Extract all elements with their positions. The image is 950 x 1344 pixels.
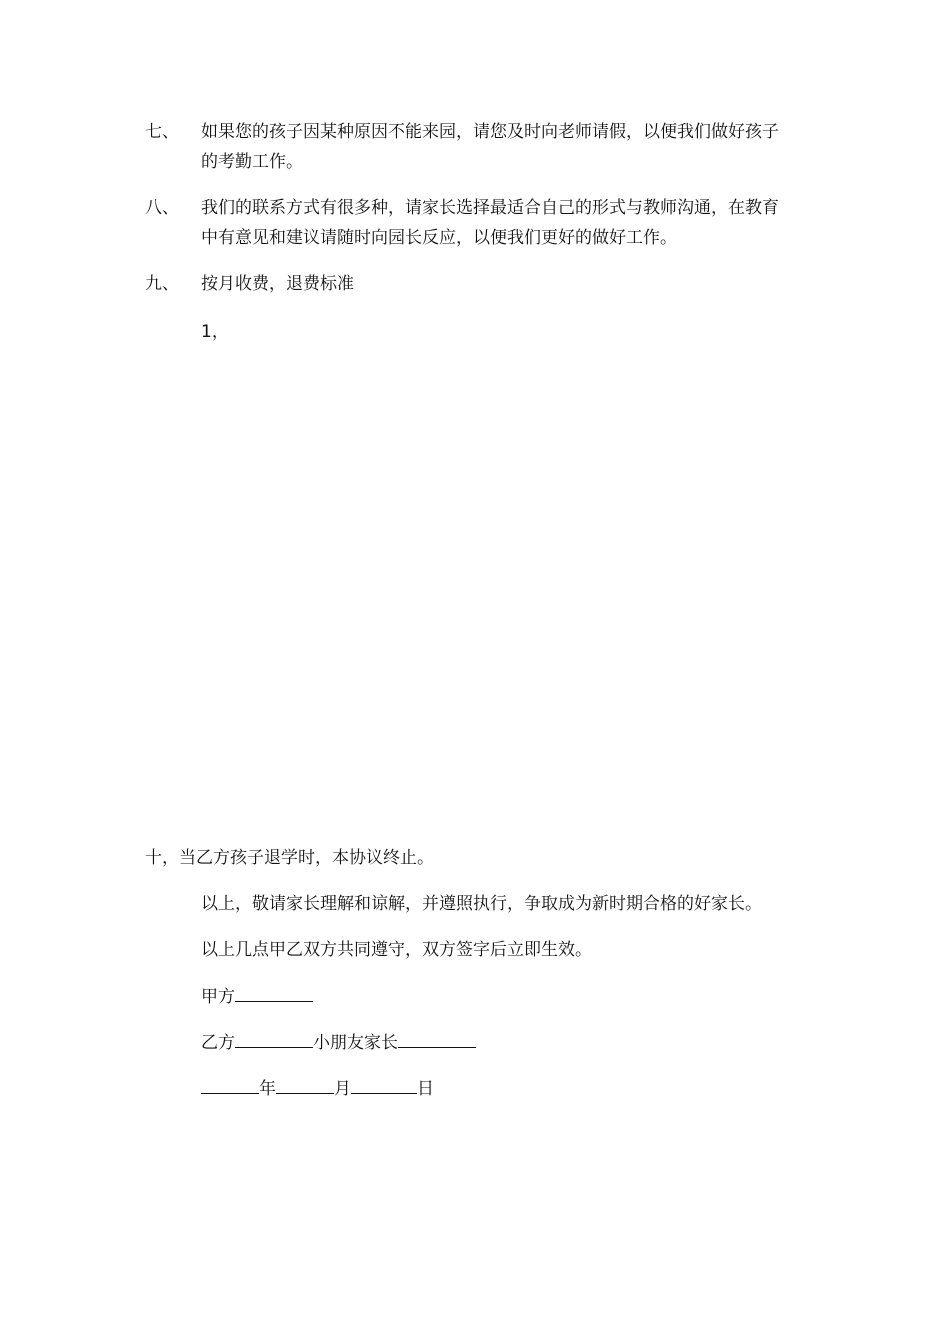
date-line bbox=[201, 1077, 434, 1101]
party-b-label: 乙方 bbox=[201, 1033, 235, 1053]
item-7-number: 七、 bbox=[145, 122, 179, 142]
day-blank[interactable] bbox=[351, 1077, 417, 1094]
parent-blank[interactable] bbox=[398, 1031, 476, 1048]
closing-paragraph-1: 以上，敬请家长理解和谅解，并遵照执行，争取成为新时期合格的好家长。 bbox=[201, 894, 762, 914]
year-blank[interactable] bbox=[201, 1077, 259, 1094]
party-a-blank[interactable] bbox=[235, 985, 313, 1002]
party-b-blank[interactable] bbox=[235, 1031, 313, 1048]
day-label: 日 bbox=[417, 1079, 434, 1099]
party-a-label: 甲方 bbox=[201, 987, 235, 1007]
sub-item-1: 1， bbox=[201, 322, 229, 342]
year-label: 年 bbox=[259, 1079, 276, 1099]
item-8-number: 八、 bbox=[145, 198, 179, 218]
parent-label: 小朋友家长 bbox=[313, 1033, 398, 1053]
item-9-text: 按月收费，退费标准 bbox=[201, 274, 354, 294]
party-a-signature-line bbox=[201, 985, 313, 1009]
item-8-text-line-2: 中有意见和建议请随时向园长反应，以便我们更好的做好工作。 bbox=[201, 228, 677, 248]
item-10-text: 十，当乙方孩子退学时，本协议终止。 bbox=[145, 848, 434, 868]
item-7-text-line-2: 的考勤工作。 bbox=[201, 152, 303, 172]
item-7-text-line-1: 如果您的孩子因某种原因不能来园，请您及时向老师请假，以便我们做好孩子 bbox=[201, 122, 779, 142]
item-8-text-line-1: 我们的联系方式有很多种，请家长选择最适合自己的形式与教师沟通，在教育 bbox=[201, 198, 779, 218]
closing-paragraph-2: 以上几点甲乙双方共同遵守，双方签字后立即生效。 bbox=[201, 940, 592, 960]
item-9-number: 九、 bbox=[145, 274, 179, 294]
month-label: 月 bbox=[334, 1079, 351, 1099]
month-blank[interactable] bbox=[276, 1077, 334, 1094]
party-b-signature-line bbox=[201, 1031, 476, 1055]
